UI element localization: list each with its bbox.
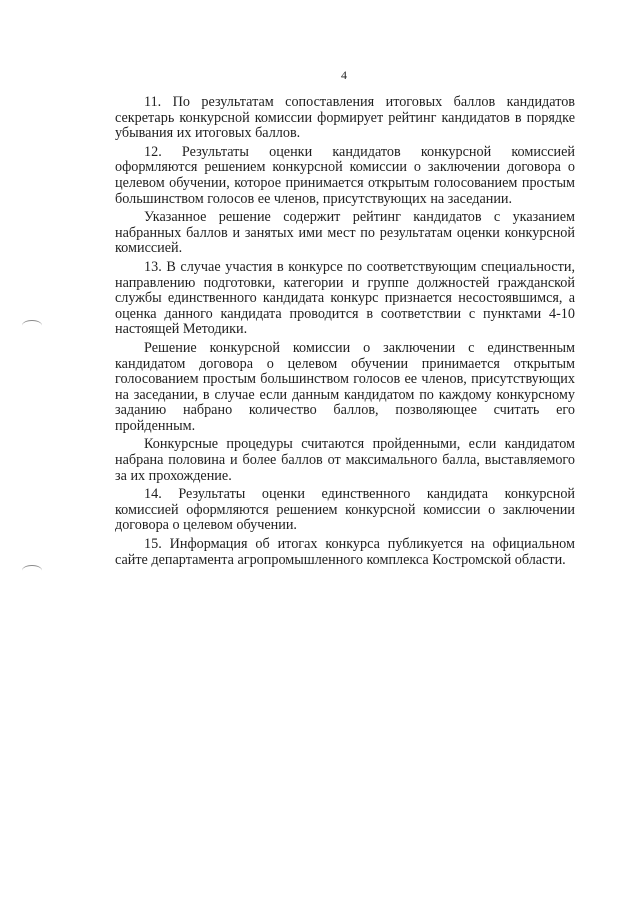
scan-mark xyxy=(22,565,42,576)
paragraph-11: 11. По результатам сопоставления итоговых баллов кандидатов секретарь конкурсной комиссии формирует рейтинг кандидатов в порядке убывания их итоговых баллов. xyxy=(115,94,575,142)
scan-mark xyxy=(22,320,42,331)
paragraph-14: 14. Результаты оценки единственного кандидата конкурсной комиссией оформляются решением конкурсной комиссии о заключении договора о целевом обучении. xyxy=(115,486,575,534)
paragraph-15: 15. Информация об итогах конкурса публикуется на официальном сайте департамента агропромышленного комплекса Костромской области. xyxy=(115,536,575,568)
paragraph-12-decision: Указанное решение содержит рейтинг кандидатов с указанием набранных баллов и занятых ими мест по результатам оценки конкурсной комиссией. xyxy=(115,209,575,257)
paragraph-13-procedures: Конкурсные процедуры считаются пройденными, если кандидатом набрана половина и более баллов от максимального балла, выставляемого за их прохождение. xyxy=(115,436,575,484)
paragraph-13-decision: Решение конкурсной комиссии о заключении с единственным кандидатом договора о целевом обучении принимается открытым голосованием простым большинством голосов ее членов, присутствующих на заседании, в случае если данным кандидатом по каждому конкурсному заданию набрано количество баллов, позволяющее считать его пройденным. xyxy=(115,339,575,434)
paragraph-12: 12. Результаты оценки кандидатов конкурсной комиссией оформляются решением конкурсной комиссии о заключении договора о целевом обучении, которое принимается открытым голосованием простым большинством голосов ее членов, присутствующих на заседании. xyxy=(115,143,575,207)
document-body xyxy=(115,95,575,571)
paragraph-13: 13. В случае участия в конкурсе по соответствующим специальности, направлению подготовки, категории и группе должностей гражданской службы единственного кандидата конкурс признается несостоявшимся, а оценка данного кандидата проводится в соответствии с пунктами 4-10 настоящей Методики. xyxy=(115,258,575,338)
page-number: 4 xyxy=(341,68,347,82)
